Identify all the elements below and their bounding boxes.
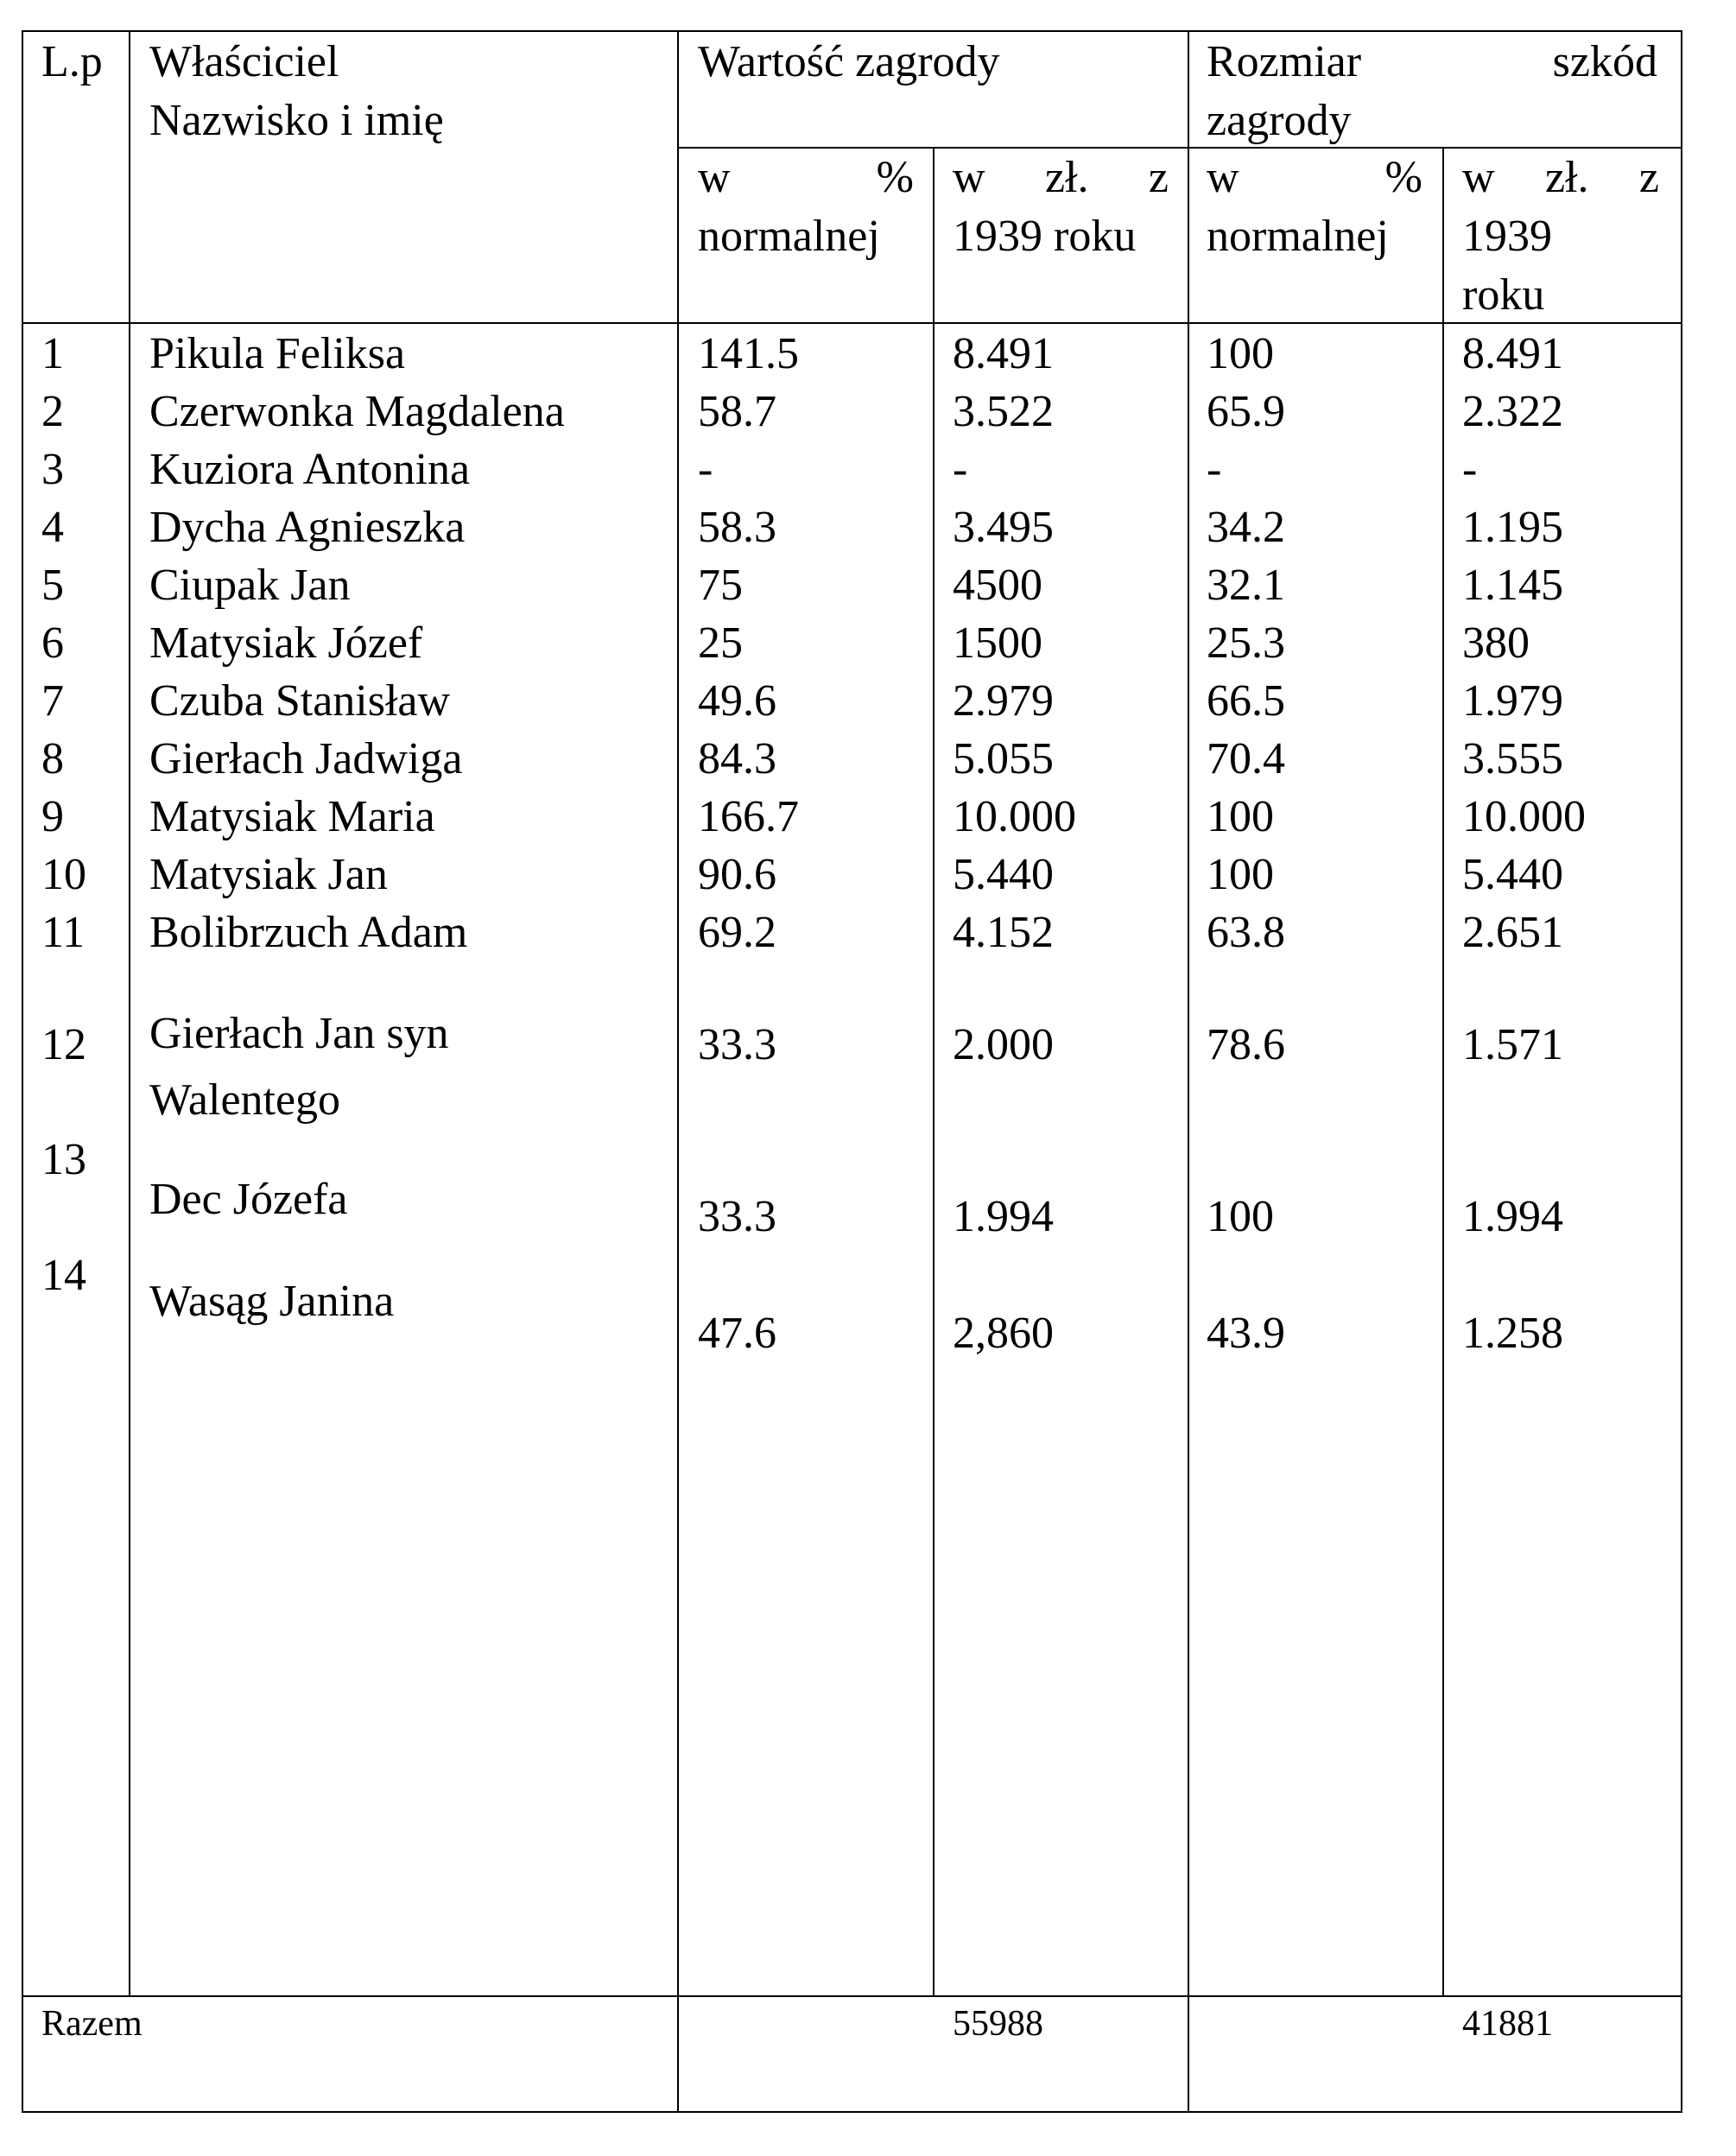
- row-name: Matysiak Józef: [149, 618, 423, 668]
- row-value-zl: 4500: [953, 561, 1042, 610]
- row-damage-zl: 2.651: [1462, 908, 1563, 957]
- row14-name: Wasąg Janina: [149, 1277, 395, 1326]
- subheader-damage-zl-unit: zł.: [1544, 153, 1589, 202]
- row-value-pct: 166.7: [698, 792, 799, 841]
- table-border-right: [1681, 30, 1682, 2113]
- row-damage-zl: 1.145: [1462, 561, 1563, 610]
- row-value-pct: 58.7: [698, 387, 776, 436]
- row-value-zl: 3.495: [953, 503, 1054, 552]
- row-name: Czerwonka Magdalena: [149, 387, 565, 436]
- subheader-value-zl-unit: zł.: [1044, 153, 1089, 202]
- row12-damage-zl: 1.571: [1462, 1020, 1563, 1069]
- row-value-zl: 5.440: [953, 850, 1054, 899]
- row-lp: 8: [41, 734, 64, 783]
- header-value-title: Wartość zagrody: [698, 37, 1000, 86]
- row-lp: 10: [41, 850, 86, 899]
- row-damage-zl: 1.979: [1462, 676, 1563, 726]
- footer-value-total: 55988: [953, 2004, 1043, 2044]
- table-border-bottom: [22, 2111, 1682, 2113]
- subheader-value-pct-w: w: [698, 153, 731, 202]
- row12-value-zl: 2.000: [953, 1020, 1054, 1069]
- row-value-pct: 84.3: [698, 734, 776, 783]
- row14-damage-zl: 1.258: [1462, 1309, 1563, 1358]
- footer-damage-total: 41881: [1462, 2004, 1553, 2044]
- row-name: Kuziora Antonina: [149, 445, 471, 494]
- header-damage-title: [1207, 33, 1657, 92]
- row-value-zl: 10.000: [953, 792, 1076, 841]
- row12-name-line1: Gierłach Jan syn: [149, 1009, 449, 1058]
- row13-name: Dec Józefa: [149, 1175, 348, 1224]
- subheader-damage-zl-w: w: [1462, 153, 1495, 202]
- row12-damage-pct: 78.6: [1207, 1020, 1285, 1069]
- subheader-damage-zl-roku: roku: [1462, 270, 1545, 320]
- row12-name-line2: Walentego: [149, 1075, 341, 1125]
- subheader-damage-zl-year: 1939: [1462, 212, 1552, 261]
- row-value-pct: -: [698, 445, 713, 494]
- subheader-damage-pct-w: w: [1207, 153, 1239, 202]
- col-divider-value: [933, 147, 935, 1997]
- row-damage-pct: 66.5: [1207, 676, 1285, 726]
- row-lp: 4: [41, 503, 64, 552]
- row-value-zl: 8.491: [953, 329, 1054, 378]
- row13-value-zl: 1.994: [953, 1192, 1054, 1241]
- row-damage-zl: -: [1462, 445, 1478, 494]
- row-name: Bolibrzuch Adam: [149, 908, 468, 957]
- subheader-damage-pct-normal: normalnej: [1207, 212, 1389, 261]
- row-lp: 2: [41, 387, 64, 436]
- row-name: Ciupak Jan: [149, 561, 351, 610]
- row-name: Matysiak Maria: [149, 792, 435, 841]
- subheader-damage-pct-sign: %: [1384, 153, 1422, 202]
- row-damage-pct: 25.3: [1207, 618, 1285, 668]
- row-damage-zl: 1.195: [1462, 503, 1563, 552]
- col-divider-owner: [677, 30, 679, 2113]
- subheader-value-zl-year: 1939 roku: [953, 212, 1137, 261]
- row13-lp: 13: [41, 1135, 86, 1184]
- row-value-pct: 141.5: [698, 329, 799, 378]
- row-damage-pct: 100: [1207, 329, 1274, 378]
- header-damage-title-line2: zagrody: [1207, 96, 1352, 145]
- header-lp: L.p: [41, 37, 103, 86]
- row-lp: 6: [41, 618, 64, 668]
- row12-lp: 12: [41, 1020, 86, 1069]
- row-damage-zl: 8.491: [1462, 329, 1563, 378]
- subheader-value-pct: [698, 149, 914, 207]
- col-divider-damage: [1442, 147, 1444, 1997]
- row-damage-zl: 2.322: [1462, 387, 1563, 436]
- row-value-pct: 75: [698, 561, 743, 610]
- row-value-pct: 58.3: [698, 503, 776, 552]
- col-divider-lp: [129, 30, 130, 1997]
- table-border-top: [22, 30, 1682, 32]
- row-value-zl: 1500: [953, 618, 1042, 668]
- row-lp: 5: [41, 561, 64, 610]
- row-value-pct: 69.2: [698, 908, 776, 957]
- row-damage-pct: -: [1207, 445, 1222, 494]
- subheader-value-zl-z: z: [1148, 153, 1169, 202]
- header-divider: [22, 322, 1682, 324]
- row13-value-pct: 33.3: [698, 1192, 776, 1241]
- row-lp: 7: [41, 676, 64, 726]
- row-damage-zl: 10.000: [1462, 792, 1586, 841]
- subheader-damage-pct: [1207, 149, 1422, 207]
- header-owner-line1: Właściciel: [149, 37, 339, 86]
- row-damage-pct: 65.9: [1207, 387, 1285, 436]
- row-name: Czuba Stanisław: [149, 676, 451, 726]
- row-value-zl: 3.522: [953, 387, 1054, 436]
- subheader-damage-zl: [1462, 149, 1659, 207]
- row13-damage-pct: 100: [1207, 1192, 1274, 1241]
- row-damage-pct: 100: [1207, 850, 1274, 899]
- footer-divider: [22, 1995, 1682, 1997]
- row-name: Dycha Agnieszka: [149, 503, 466, 552]
- row-name: Pikula Feliksa: [149, 329, 406, 378]
- row-damage-zl: 5.440: [1462, 850, 1563, 899]
- row-damage-zl: 380: [1462, 618, 1530, 668]
- row-damage-pct: 34.2: [1207, 503, 1285, 552]
- subheader-value-zl: [953, 149, 1169, 207]
- row-name: Matysiak Jan: [149, 850, 388, 899]
- row-damage-zl: 3.555: [1462, 734, 1563, 783]
- subheader-value-zl-w: w: [953, 153, 985, 202]
- row-lp: 3: [41, 445, 64, 494]
- row-value-zl: -: [953, 445, 968, 494]
- subheader-damage-zl-z: z: [1638, 153, 1659, 202]
- row14-value-pct: 47.6: [698, 1309, 776, 1358]
- row-damage-pct: 32.1: [1207, 561, 1285, 610]
- row-value-pct: 25: [698, 618, 743, 668]
- row-value-pct: 90.6: [698, 850, 776, 899]
- row13-damage-zl: 1.994: [1462, 1192, 1563, 1241]
- col-divider-group: [1188, 30, 1189, 2113]
- header-damage-word1: Rozmiar: [1207, 37, 1362, 86]
- table-border-left: [22, 30, 23, 2113]
- row12-value-pct: 33.3: [698, 1020, 776, 1069]
- row-name: Gierłach Jadwiga: [149, 734, 463, 783]
- header-owner-line2: Nazwisko i imię: [149, 96, 444, 145]
- row14-value-zl: 2,860: [953, 1309, 1054, 1358]
- subheader-value-pct-sign: %: [876, 153, 914, 202]
- row14-damage-pct: 43.9: [1207, 1309, 1285, 1358]
- row-damage-pct: 100: [1207, 792, 1274, 841]
- row-lp: 1: [41, 329, 64, 378]
- row-value-zl: 2.979: [953, 676, 1054, 726]
- row-value-zl: 5.055: [953, 734, 1054, 783]
- row-lp: 9: [41, 792, 64, 841]
- row-damage-pct: 70.4: [1207, 734, 1285, 783]
- subheader-value-pct-normal: normalnej: [698, 212, 880, 261]
- row-lp: 11: [41, 908, 86, 957]
- row-value-zl: 4.152: [953, 908, 1054, 957]
- row-value-pct: 49.6: [698, 676, 776, 726]
- row14-lp: 14: [41, 1251, 86, 1300]
- row-damage-pct: 63.8: [1207, 908, 1285, 957]
- footer-label: Razem: [41, 2004, 143, 2044]
- header-damage-word2: szkód: [1552, 37, 1657, 86]
